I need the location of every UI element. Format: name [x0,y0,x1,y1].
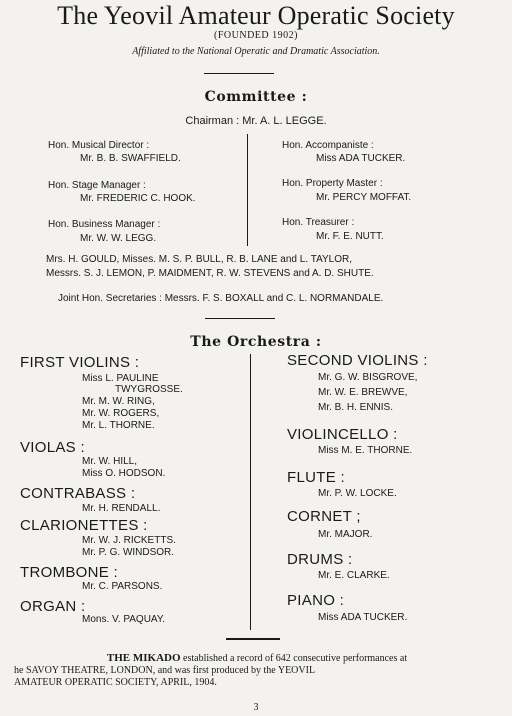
orchestra-member: Mr. W. ROGERS, [82,408,160,419]
committee-role: Hon. Treasurer : [282,217,355,228]
orchestra-member: Mr. M. W. RING, [82,396,155,407]
committee-column-divider [247,134,248,246]
mikado-note [18,652,496,665]
orchestra-member: Mr. MAJOR. [318,529,373,540]
orchestra-section-heading: CLARIONETTES : [20,517,148,534]
orchestra-section-heading: FLUTE : [287,469,345,486]
orchestra-column-divider [250,354,251,630]
orchestra-member: Mr. C. PARSONS. [82,581,163,592]
committee-role: Hon. Business Manager : [48,219,161,230]
orchestra-section-heading: CORNET ; [287,508,361,525]
mikado-title: THE MIKADO [106,652,181,664]
orchestra-section-heading: DRUMS : [287,551,353,568]
founded-line: (FOUNDED 1902) [214,30,298,41]
orchestra-section-heading: VIOLINCELLO : [287,426,398,443]
society-title: The Yeovil Amateur Operatic Society [57,1,455,30]
committee-members-line: Mrs. H. GOULD, Misses. M. S. P. BULL, R. B. LANE and L. TAYLOR, [46,254,353,265]
orchestra-member: TWYGROSSE. [115,384,183,395]
orchestra-member: Miss ADA TUCKER. [318,612,408,623]
orchestra-member: Miss O. HODSON. [82,468,166,479]
chairman-line: Chairman : Mr. A. L. LEGGE. [185,115,327,127]
orchestra-member: Mr. W. J. RICKETTS. [82,535,176,546]
orchestra-member: Miss M. E. THORNE. [318,445,413,456]
section-divider [205,318,275,319]
committee-name: Mr. PERCY MOFFAT. [316,192,412,203]
header-divider [204,73,274,74]
mikado-note-line: AMATEUR OPERATIC SOCIETY, APRIL, 1904. [14,677,217,688]
committee-members-line: Messrs. S. J. LEMON, P. MAIDMENT, R. W. STEVENS and A. D. SHUTE. [46,268,374,279]
committee-name: Mr. FREDERIC C. HOOK. [80,193,196,204]
orchestra-member: Mr. L. THORNE. [82,420,155,431]
orchestra-member: Mr. G. W. BISGROVE, [318,372,418,383]
orchestra-member: Mr. P. G. WINDSOR. [82,547,175,558]
orchestra-member: Mr. W. E. BREWVE, [318,387,408,398]
orchestra-member: Mons. V. PAQUAY. [82,614,166,625]
orchestra-member: Mr. E. CLARKE. [318,570,390,581]
orchestra-member: Mr. B. H. ENNIS. [318,402,394,413]
orchestra-section-heading: TROMBONE : [20,564,119,581]
affiliation-line: Affiliated to the National Operatic and Dramatic Association. [132,46,380,57]
committee-role: Hon. Accompaniste : [282,140,374,151]
orchestra-member: Mr. P. W. LOCKE. [318,488,397,499]
orchestra-section-heading: VIOLAS : [20,439,85,456]
committee-role: Hon. Stage Manager : [48,180,146,191]
committee-name: Mr. F. E. NUTT. [316,231,384,242]
orchestra-section-heading: PIANO : [287,592,345,609]
committee-heading: Committee : [204,89,308,105]
committee-name: Miss ADA TUCKER. [316,153,406,164]
orchestra-heading: The Orchestra : [190,334,322,350]
committee-name: Mr. W. W. LEGG. [80,233,157,244]
orchestra-member: Mr. W. HILL, [82,456,138,467]
orchestra-section-heading: FIRST VIOLINS : [20,354,140,371]
orchestra-member: Mr. H. RENDALL. [82,503,161,514]
mikado-note-line: he SAVOY THEATRE, LONDON, and was first produced by the YEOVIL [14,665,316,676]
orchestra-section-heading: ORGAN : [20,598,86,615]
orchestra-member: Miss L. PAULINE [82,373,159,384]
orchestra-section-heading: CONTRABASS : [20,485,136,502]
committee-role: Hon. Musical Director : [48,140,150,151]
page-number: 3 [253,702,259,713]
footer-divider [226,638,280,640]
committee-role: Hon. Property Master : [282,178,383,189]
orchestra-section-heading: SECOND VIOLINS : [287,352,428,369]
mikado-note-line: established a record of 642 consecutive performances at [180,653,408,664]
committee-name: Mr. B. B. SWAFFIELD. [80,153,181,164]
joint-secretaries-line: Joint Hon. Secretaries : Messrs. F. S. BOXALL and C. L. NORMANDALE. [58,293,384,304]
